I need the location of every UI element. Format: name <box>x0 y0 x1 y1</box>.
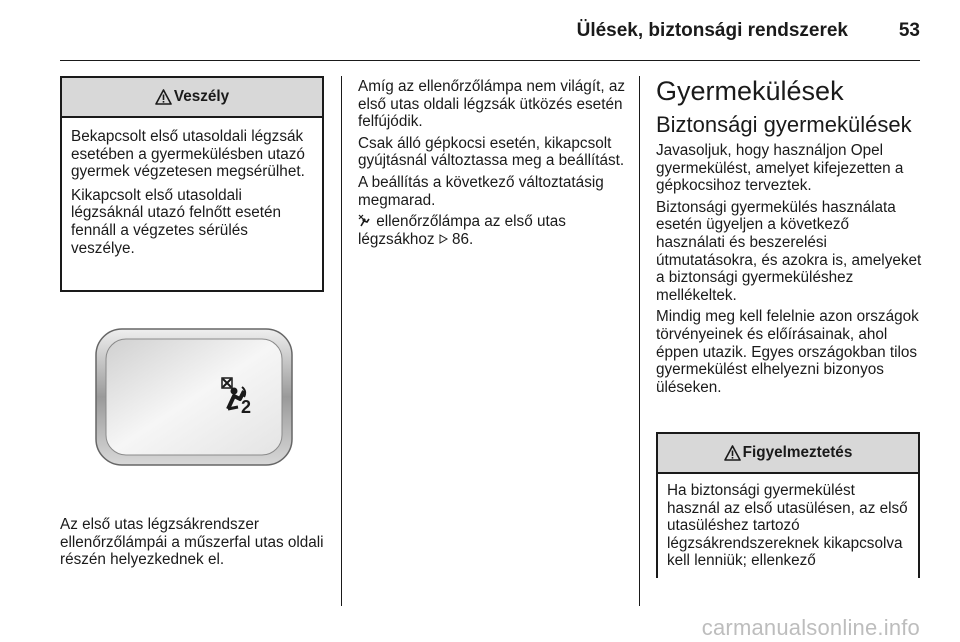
warning-box <box>656 432 920 578</box>
column-divider-right <box>639 76 640 606</box>
warning-box-header <box>658 434 918 474</box>
danger-box <box>60 76 324 292</box>
subsection-heading: Biztonsági gyermekülések <box>656 112 912 137</box>
airbag-off-indicator-icon <box>220 377 258 415</box>
warning-triangle-icon <box>155 89 172 105</box>
body-paragraph: Biztonsági gyermekülés használata esetén ügyeljen a következő használati és beszerelési útmutatásokra, és azokra is, amelyeket a biztonsági gyermeküléshez mellékeltek. <box>656 198 922 304</box>
warning-paragraph: Ha biztonsági gyermekülést használ az első utasülésen, az első utasüléshez tartozó légzsákrendszereknek kikapcsolva kell lenniük; ellenkező <box>667 482 908 570</box>
danger-paragraph: Kikapcsolt első utasoldali légzsáknál utazó felnőtt esetén fennáll a végzetes sérülés veszélye. <box>71 186 282 257</box>
body-paragraph: A beállítás a következő változtatásig megmarad. <box>358 173 604 209</box>
danger-box-header <box>62 78 322 118</box>
danger-box-title: Veszély <box>173 88 230 105</box>
airbag-indicator-figure <box>60 293 324 499</box>
body-paragraph: Mindig meg kell felelnie azon országok törvényeinek és előírásainak, ahol éppen utazik. Egyes országokban tilos gyermekülést elhelyezni bizonyos üléseken. <box>656 308 919 396</box>
cross-reference <box>358 213 630 248</box>
warning-triangle-icon <box>724 445 741 461</box>
page-reference-icon <box>439 234 448 244</box>
left-column <box>60 76 324 292</box>
body-paragraph: Csak álló gépkocsi esetén, kikapcsolt gyújtásnál változtassa meg a beállítást. <box>358 134 625 170</box>
airbag-icon-label: 2 <box>241 397 252 417</box>
cross-reference-text: ellenőrzőlámpa az első utas légzsákhoz <box>358 213 566 248</box>
body-paragraph: Javasoljuk, hogy használjon Opel gyermekülést, amelyet kifejezetten a gépkocsihoz terveztek. <box>656 142 904 195</box>
header-title: Ülések, biztonsági rendszerek <box>576 20 848 41</box>
warning-box-title: Figyelmeztetés <box>742 444 853 461</box>
figure-caption <box>60 516 324 569</box>
caption-text: Az első utas légzsákrendszer ellenőrzőlámpái a műszerfal utas oldali részén helyezkednek el. <box>60 516 324 569</box>
section-heading: Gyermekülések <box>656 76 844 106</box>
column-divider-left <box>341 76 342 606</box>
warning-box-wrap <box>656 432 920 578</box>
airbag-off-small-icon <box>358 214 372 227</box>
header-rule <box>60 60 920 61</box>
watermark: carmanualsonline.info <box>701 615 920 640</box>
body-paragraph: Amíg az ellenőrzőlámpa nem világít, az első utas oldali légzsák ütközés esetén felfújódik. <box>358 78 625 131</box>
cross-reference-page: 86. <box>452 230 474 248</box>
danger-paragraph: Bekapcsolt első utasoldali légzsák esetében a gyermekülésben utazó gyermek végzetesen megsérülhet. <box>71 128 305 181</box>
right-column <box>656 76 922 396</box>
middle-column <box>358 78 630 248</box>
page-number: 53 <box>898 20 920 41</box>
